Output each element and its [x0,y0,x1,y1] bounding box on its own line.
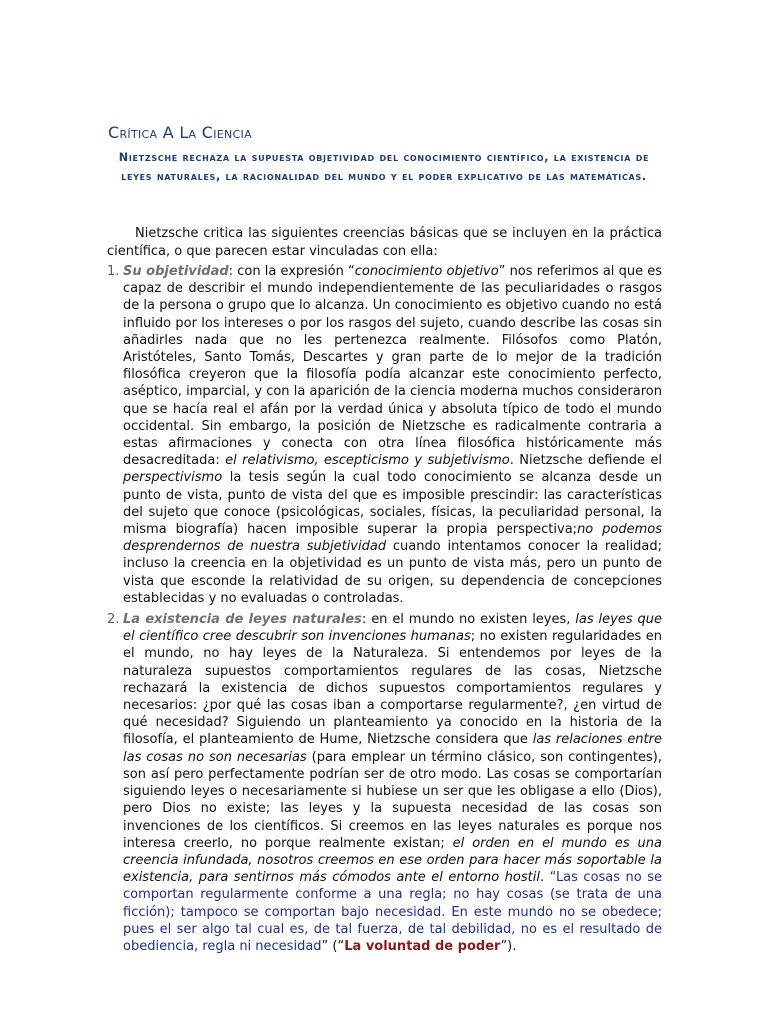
list-item [107,263,662,607]
text-run: ” nos referimos al que es capaz de describir el mundo independientemente de las peculiaridades o rasgos de la persona o grupo que lo alcanza. Un conocimiento es objetivo cuando no está influido por los intereses o por los rasgos del sujeto, cuando describe las cosas sin añadirles nada que no les pertenezca realmente. Filósofos como Platón, Aristóteles, Santo Tomás, Descartes y gran parte de lo mejor de la tradición filosófica creyeron que la filosofía podía alcanzar este conocimiento perfecto, aséptico, imparcial, y con la aparición de la ciencia moderna muchos consideraron que se hacía real el afán por la verdad única y absoluta típico de todo el mundo occidental. Sin embargo, la posición de Nietzsche es radicalmente contraria a estas afirmaciones y conecta con otra línea filosófica históricamente más desacreditada: [123,264,663,469]
emphasis-text: el relativismo, escepticismo y subjetivismo [225,453,510,469]
list-item-number: 2. [107,612,120,628]
document-title: Crítica A La Ciencia [108,122,252,142]
document-subtitle: Nietzsche rechaza la supuesta objetividad del conocimiento científico, la existencia de leyes naturales, la racionalidad del mundo y el poder explicativo de las matemáticas. [118,151,650,183]
text-run: : con la expresión “ [228,264,355,279]
text-run: la tesis según la cual todo conocimiento se alcanza desde un punto de vista, punto de vista del que es imposible prescindir: las características del sujeto que conoce (psicológicas, sociales, físicas, la peculiaridad personal, la misma biografía) hacen imposible superar la propia perspectiva; [123,470,662,538]
text-run: . [539,870,550,886]
text-run: ” (“ [321,938,345,954]
emphasis-text: no podemos desprendernos de nuestra subjetividad [123,522,663,555]
list-item [107,611,662,955]
text-run: ; no existen regularidades en el mundo, no hay leyes de la Naturaleza. Si entendemos por leyes de la naturaleza supuestos comportamientos regulares de las cosas, Nietzsche rechazará la existencia de dichos supuestos comportamientos regulares y necesarios: ¿por qué las cosas iban a comportarse regularmente?, ¿en virtud de qué necesidad? Siguiendo un planteamiento ya conocido en la historia de la filosofía, el planteamiento de Hume, Nietzsche considera que [123,629,662,748]
list-item-text [123,264,662,606]
item-keyword: La existencia de leyes naturales [123,612,362,628]
text-run: (para emplear un término clásico, son contingentes), son así pero perfectamente podrían ser de otro modo. Las cosas se comportarían siguiendo leyes o necesariamente si hubiese un ser que les obligase a ello (Dios), pero Dios no existe; las leyes y la supuesta necesidad de las cosas son invenciones de los científicos. Si creemos en las leyes naturales es porque nos interesa creerlo, no porque realmente existan; [123,749,662,851]
emphasis-text: las relaciones entre las cosas no son necesarias [123,732,662,765]
text-run: ”). [500,938,517,954]
list-item-text [123,612,662,954]
text-run: : en el mundo no existen leyes, [361,612,576,628]
text-run: . Nietzsche defiende el [509,453,662,469]
source-title: La voluntad de poder [344,938,501,954]
quote-text: “Las cosas no se comportan regularmente conforme a una regla; no hay cosas (se trata de una ficción); tampoco se comportan bajo necesidad. En este mundo no se obedece; pues el ser algo tal cual es, de tal fuerza, de tal debilidad, no es el resultado de obediencia, regla ni necesidad [123,870,663,954]
emphasis-text: conocimiento objetivo [354,264,499,279]
intro-paragraph: Nietzsche critica las siguientes creencias básicas que se incluyen en la práctica científica, o que parecen estar vinculadas con ella: [107,226,662,259]
numbered-list [107,263,662,955]
emphasis-text: el orden en el mundo es una creencia infundada, nosotros creemos en ese orden para hacer más soportable la existencia, para sentirnos más cómodos ante el entorno hostil [123,835,662,886]
list-item-number: 1. [107,264,120,279]
emphasis-text: las leyes que el científico cree descubrir son invenciones humanas [123,612,662,645]
text-run: cuando intentamos conocer la realidad; incluso la creencia en la objetividad es un punto de vista más, pero un punto de vista que esconde la relatividad de su origen, su dependencia de concepciones establecidas y no evaluadas o controladas. [123,539,662,606]
emphasis-text: perspectivismo [123,470,223,486]
item-keyword: Su objetividad [123,264,229,279]
